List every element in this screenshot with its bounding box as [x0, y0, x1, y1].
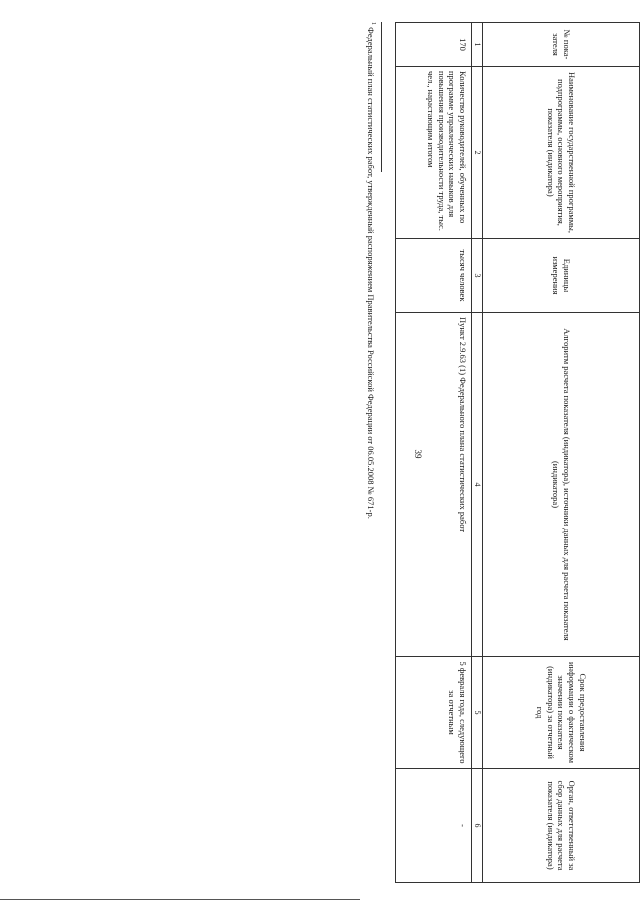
- column-number: 3: [472, 239, 483, 313]
- table-row: [396, 23, 472, 883]
- column-number: 5: [472, 657, 483, 769]
- footnote-marker: 1: [369, 22, 376, 25]
- footnote-separator: [381, 22, 382, 172]
- column-number: 6: [472, 769, 483, 883]
- row-unit: тысяч человек: [396, 239, 472, 313]
- row-deadline: 5 февраля года, следующего за отчетным: [396, 657, 472, 769]
- scan-edge-line: [0, 899, 360, 900]
- page-number: 39: [413, 449, 423, 459]
- header-unit: Единицы измерения: [483, 239, 640, 313]
- row-algorithm: Пункт 2.9.63 (1) Федерального плана статистических работ: [396, 313, 472, 657]
- row-responsible: -: [396, 769, 472, 883]
- column-numbers-row: [472, 23, 483, 883]
- header-responsible: Орган, ответственный за сбор данных для расчета показателя (индикатора): [483, 769, 640, 883]
- header-name: Наименование государственной программы, подпрограммы, основного мероприятия, показателя (индикатора): [483, 67, 640, 239]
- header-number: № пока-зателя: [483, 23, 640, 67]
- table-header-row: [483, 23, 640, 883]
- footnote-text: Федеральный план статистических работ, утвержденный распоряжением Правительства Российской Федерации от 06.05.2008 № 671-р.: [366, 27, 376, 519]
- header-deadline: Срок предоставления информации о фактическом значении показателя (индикатора) за отчетный год: [483, 657, 640, 769]
- row-number: 170: [396, 23, 472, 67]
- column-number: 2: [472, 67, 483, 239]
- footnote: [366, 22, 376, 882]
- rotated-page-content: [280, 22, 640, 882]
- column-number: 1: [472, 23, 483, 67]
- row-indicator-name: Количество руководителей, обученных по программе управленческих навыков для повышения производительности труда, тыс. чел., нарастающим итогом: [396, 67, 472, 239]
- header-algorithm: Алгоритм расчета показателя (индикатора), источники данных для расчета показателя (индикатора): [483, 313, 640, 657]
- indicators-table: [395, 22, 640, 883]
- column-number: 4: [472, 313, 483, 657]
